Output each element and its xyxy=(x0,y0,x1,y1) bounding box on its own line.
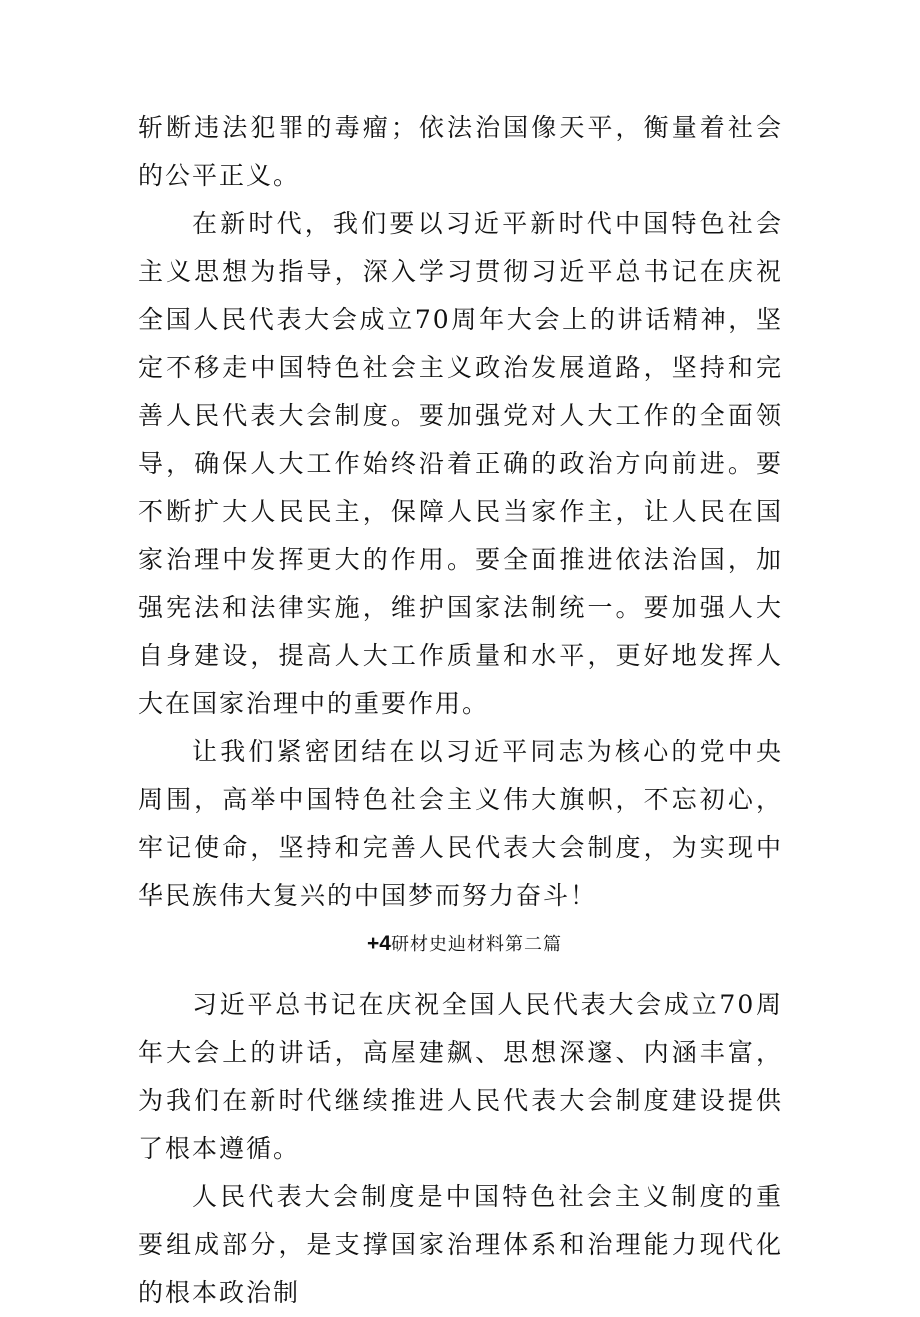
paragraph-speech-summary: 习近平总书记在庆祝全国人民代表大会成立70周年大会上的讲话，高屋建飙、思想深邃、内涵丰富，为我们在新时代继续推进人民代表大会制度建设提供了根本遵循。 xyxy=(138,990,783,1163)
section-title: 研材史辿材料第二篇 xyxy=(390,934,562,955)
paragraph-continuation: 斩断违法犯罪的毒瘤；依法治国像天平，衡量着社会的公平正义。 xyxy=(138,113,783,190)
section-heading xyxy=(138,931,783,958)
document-body xyxy=(138,104,783,1317)
paragraph-new-era: 在新时代，我们要以习近平新时代中国特色社会主义思想为指导，深入学习贯彻习近平总书记在庆祝全国人民代表大会成立70周年大会上的讲话精神，坚定不移走中国特色社会主义政治发展道路，坚持和完善人民代表大会制度。要加强党对人大工作的全面领导，确保人大工作始终沿着正确的政治方向前进。要不断扩大人民民主，保障人民当家作主，让人民在国家治理中发挥更大的作用。要全面推进依法治国，加强宪法和法律实施，维护国家法制统一。要加强人大自身建设，提高人大工作质量和水平，更好地发挥人大在国家治理中的重要作用。 xyxy=(138,209,783,718)
section-number: +4 xyxy=(367,932,391,955)
paragraph-system-importance: 人民代表大会制度是中国特色社会主义制度的重要组成部分，是支撑国家治理体系和治理能力现代化的根本政治制 xyxy=(138,1182,783,1307)
paragraph-conclusion: 让我们紧密团结在以习近平同志为核心的党中央周围，高举中国特色社会主义伟大旗帜，不忘初心，牢记使命，坚持和完善人民代表大会制度，为实现中华民族伟大复兴的中国梦而努力奋斗！ xyxy=(138,737,783,910)
